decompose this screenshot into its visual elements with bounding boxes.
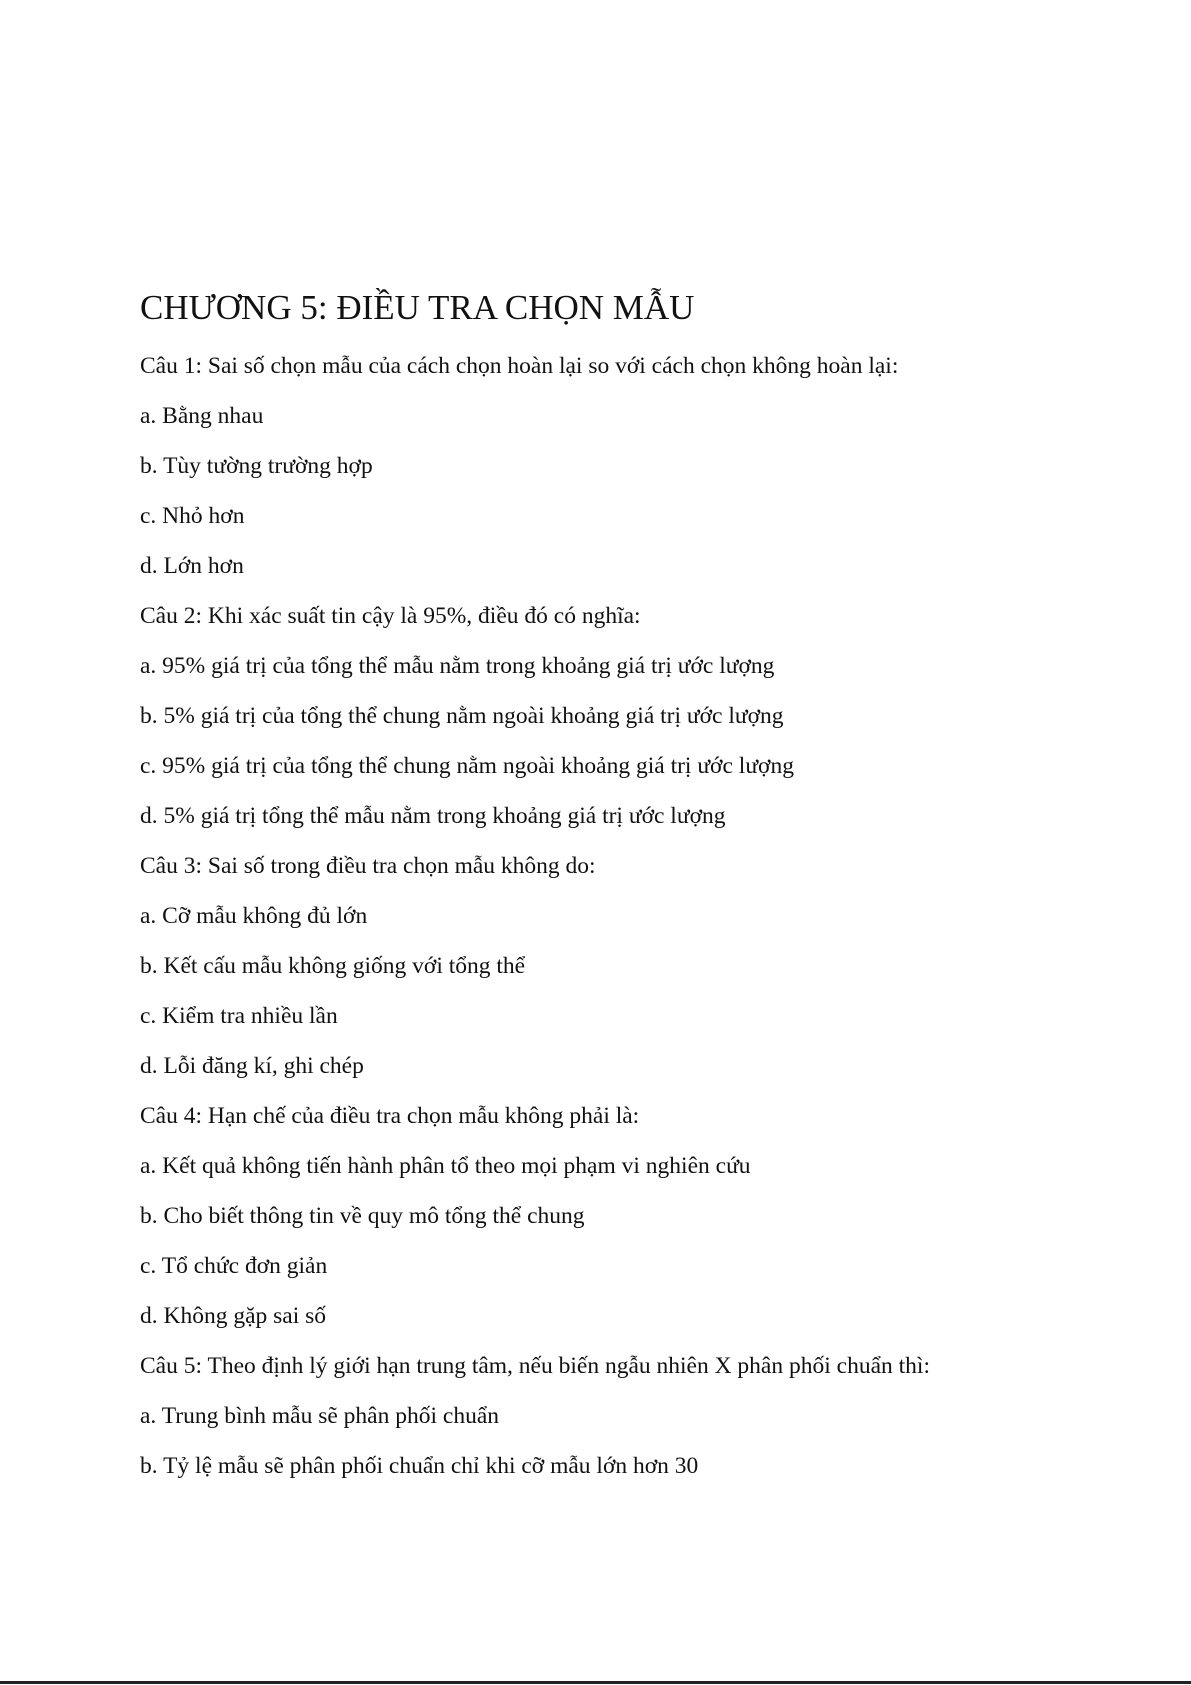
answer-option: b. 5% giá trị của tổng thể chung nằm ngoài khoảng giá trị ước lượng xyxy=(140,703,784,729)
question-2 xyxy=(140,591,1140,841)
answer-option: a. Kết quả không tiến hành phân tổ theo mọi phạm vi nghiên cứu xyxy=(140,1153,751,1179)
question-prompt: Câu 2: Khi xác suất tin cậy là 95%, điều đó có nghĩa: xyxy=(140,603,641,629)
question-4 xyxy=(140,1091,1140,1341)
answer-option: a. Cỡ mẫu không đủ lớn xyxy=(140,903,368,929)
answer-option: c. Tổ chức đơn giản xyxy=(140,1253,328,1279)
question-prompt: Câu 4: Hạn chế của điều tra chọn mẫu không phải là: xyxy=(140,1103,640,1129)
answer-option: b. Tùy tường trường hợp xyxy=(140,453,373,479)
page-bottom-edge xyxy=(0,1681,1191,1684)
answer-option: b. Kết cấu mẫu không giống với tổng thể xyxy=(140,953,526,979)
answer-option: b. Cho biết thông tin về quy mô tổng thể chung xyxy=(140,1203,585,1229)
question-prompt: Câu 1: Sai số chọn mẫu của cách chọn hoàn lại so với cách chọn không hoàn lại: xyxy=(140,353,899,379)
answer-option: a. 95% giá trị của tổng thể mẫu nằm trong khoảng giá trị ước lượng xyxy=(140,653,775,679)
question-5 xyxy=(140,1341,1140,1491)
question-3 xyxy=(140,841,1140,1091)
document-content xyxy=(140,284,1140,1491)
answer-option: d. Không gặp sai số xyxy=(140,1303,327,1329)
answer-option: c. Nhỏ hơn xyxy=(140,503,245,529)
answer-option: d. Lớn hơn xyxy=(140,553,244,579)
answer-option: a. Trung bình mẫu sẽ phân phối chuẩn xyxy=(140,1403,499,1429)
answer-option: c. 95% giá trị của tổng thể chung nằm ngoài khoảng giá trị ước lượng xyxy=(140,753,794,779)
chapter-title: CHƯƠNG 5: ĐIỀU TRA CHỌN MẪU xyxy=(140,288,695,327)
answer-option: d. 5% giá trị tổng thể mẫu nằm trong khoảng giá trị ước lượng xyxy=(140,803,726,829)
answer-option: d. Lỗi đăng kí, ghi chép xyxy=(140,1053,364,1079)
question-prompt: Câu 5: Theo định lý giới hạn trung tâm, nếu biến ngẫu nhiên X phân phối chuẩn thì: xyxy=(140,1353,930,1379)
answer-option: b. Tỷ lệ mẫu sẽ phân phối chuẩn chỉ khi cỡ mẫu lớn hơn 30 xyxy=(140,1453,699,1479)
question-1 xyxy=(140,341,1140,591)
answer-option: c. Kiểm tra nhiều lần xyxy=(140,1003,338,1029)
answer-option: a. Bằng nhau xyxy=(140,403,264,429)
question-prompt: Câu 3: Sai số trong điều tra chọn mẫu không do: xyxy=(140,853,596,879)
